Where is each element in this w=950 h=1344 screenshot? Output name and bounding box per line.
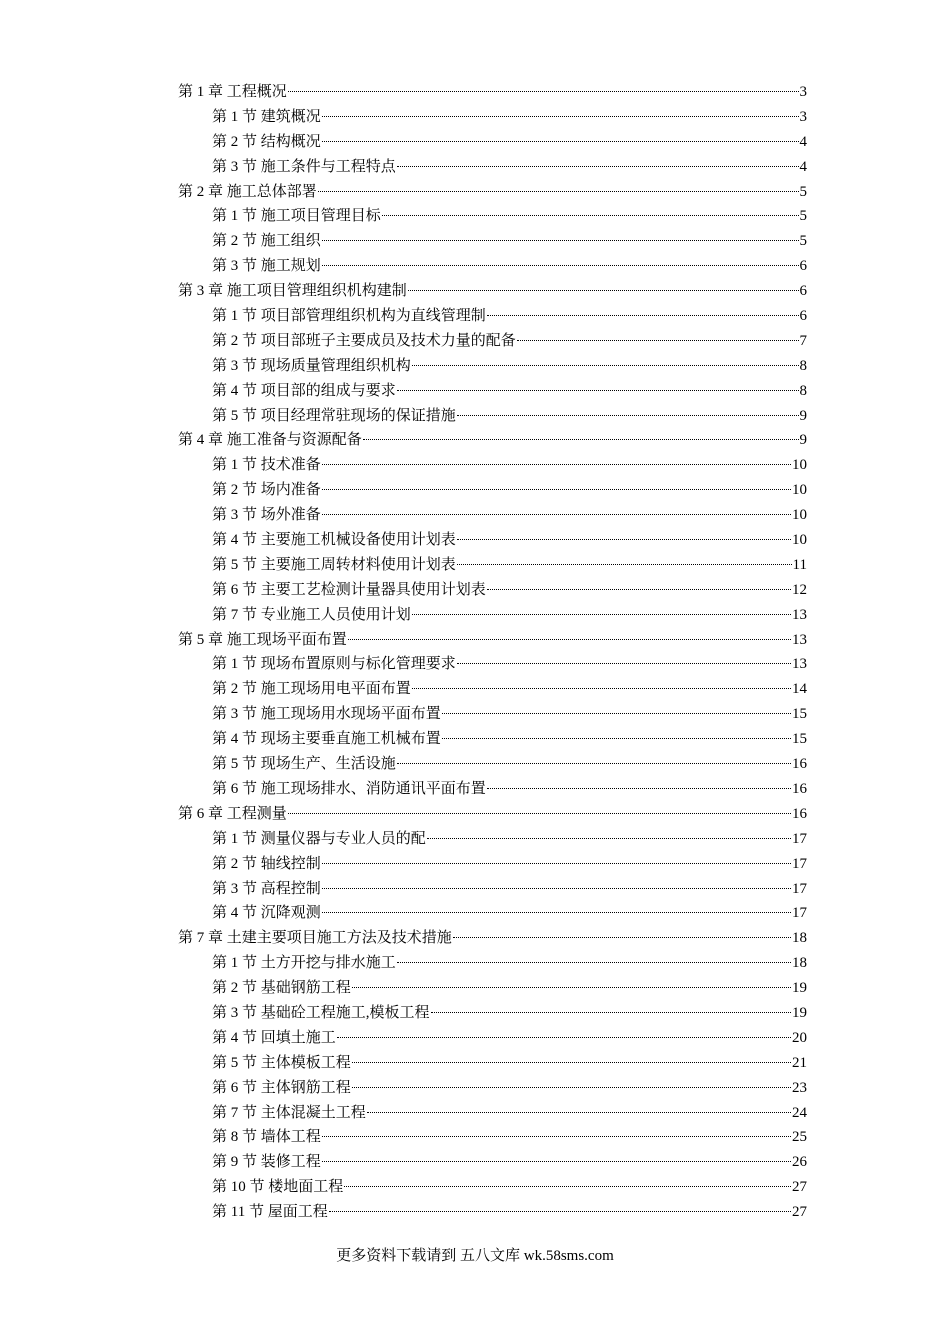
toc-section-entry[interactable] xyxy=(178,852,807,877)
toc-section-entry[interactable] xyxy=(178,827,807,852)
toc-entry-label: 第 2 节 场内准备 xyxy=(212,482,321,499)
toc-page-number: 10 xyxy=(792,532,807,549)
toc-dot-leader xyxy=(397,390,799,391)
toc-section-entry[interactable] xyxy=(178,503,807,528)
toc-dot-leader xyxy=(288,813,791,814)
toc-section-entry[interactable] xyxy=(178,1175,807,1200)
toc-section-entry[interactable] xyxy=(178,354,807,379)
toc-entry-label: 第 6 章 工程测量 xyxy=(178,805,287,822)
toc-page-number: 4 xyxy=(799,158,807,175)
toc-entry-label: 第 5 节 现场生产、生活设施 xyxy=(212,756,396,773)
toc-section-entry[interactable] xyxy=(178,901,807,926)
toc-dot-leader xyxy=(397,763,791,764)
toc-section-entry[interactable] xyxy=(178,603,807,628)
toc-entry-label: 第 4 节 现场主要垂直施工机械布置 xyxy=(212,731,441,748)
toc-chapter-entry[interactable] xyxy=(178,628,807,653)
toc-section-entry[interactable] xyxy=(178,777,807,802)
toc-dot-leader xyxy=(412,688,791,689)
toc-section-entry[interactable] xyxy=(178,677,807,702)
toc-entry-label: 第 1 节 测量仪器与专业人员的配 xyxy=(212,830,426,847)
toc-entry-label: 第 6 节 主体钢筋工程 xyxy=(212,1079,351,1096)
toc-dot-leader xyxy=(457,539,791,540)
toc-dot-leader xyxy=(322,464,791,465)
toc-page-number: 10 xyxy=(792,457,807,474)
toc-page-number: 18 xyxy=(792,955,807,972)
toc-entry-label: 第 6 节 主要工艺检测计量器具使用计划表 xyxy=(212,581,486,598)
toc-page-number: 17 xyxy=(792,905,807,922)
toc-dot-leader xyxy=(322,265,799,266)
toc-entry-label: 第 4 节 沉降观测 xyxy=(212,905,321,922)
table-of-contents xyxy=(178,80,807,1225)
toc-page-number: 3 xyxy=(799,108,807,125)
toc-page-number: 15 xyxy=(792,706,807,723)
toc-page-number: 13 xyxy=(792,656,807,673)
toc-entry-label: 第 4 章 施工准备与资源配备 xyxy=(178,432,362,449)
toc-page-number: 10 xyxy=(792,507,807,524)
toc-page-number: 24 xyxy=(792,1104,807,1121)
toc-page-number: 9 xyxy=(799,407,807,424)
toc-section-entry[interactable] xyxy=(178,229,807,254)
toc-page-number: 14 xyxy=(792,681,807,698)
toc-section-entry[interactable] xyxy=(178,329,807,354)
toc-entry-label: 第 9 节 装修工程 xyxy=(212,1154,321,1171)
toc-entry-label: 第 1 节 项目部管理组织机构为直线管理制 xyxy=(212,308,486,325)
toc-dot-leader xyxy=(322,489,791,490)
toc-section-entry[interactable] xyxy=(178,1026,807,1051)
toc-section-entry[interactable] xyxy=(178,1001,807,1026)
toc-page-number: 21 xyxy=(792,1054,807,1071)
toc-entry-label: 第 3 节 施工条件与工程特点 xyxy=(212,158,396,175)
toc-entry-label: 第 2 节 项目部班子主要成员及技术力量的配备 xyxy=(212,332,516,349)
toc-section-entry[interactable] xyxy=(178,105,807,130)
toc-dot-leader xyxy=(352,1087,791,1088)
toc-section-entry[interactable] xyxy=(178,1051,807,1076)
toc-dot-leader xyxy=(344,1186,791,1187)
toc-dot-leader xyxy=(453,937,791,938)
toc-entry-label: 第 1 节 技术准备 xyxy=(212,457,321,474)
toc-entry-label: 第 2 节 施工现场用电平面布置 xyxy=(212,681,411,698)
toc-section-entry[interactable] xyxy=(178,1125,807,1150)
toc-section-entry[interactable] xyxy=(178,578,807,603)
toc-entry-label: 第 5 章 施工现场平面布置 xyxy=(178,631,347,648)
toc-section-entry[interactable] xyxy=(178,404,807,429)
toc-entry-label: 第 4 节 项目部的组成与要求 xyxy=(212,382,396,399)
toc-dot-leader xyxy=(457,663,791,664)
toc-entry-label: 第 3 节 场外准备 xyxy=(212,507,321,524)
toc-page-number: 18 xyxy=(792,930,807,947)
toc-dot-leader xyxy=(352,1062,791,1063)
toc-chapter-entry[interactable] xyxy=(178,180,807,205)
toc-page-number: 13 xyxy=(792,606,807,623)
toc-section-entry[interactable] xyxy=(178,155,807,180)
toc-section-entry[interactable] xyxy=(178,379,807,404)
toc-dot-leader xyxy=(397,166,799,167)
toc-page-number: 12 xyxy=(792,581,807,598)
toc-dot-leader xyxy=(329,1211,791,1212)
toc-section-entry[interactable] xyxy=(178,1200,807,1225)
toc-section-entry[interactable] xyxy=(178,877,807,902)
toc-entry-label: 第 3 节 基础砼工程施工,模板工程 xyxy=(212,1004,430,1021)
toc-entry-label: 第 3 节 施工规划 xyxy=(212,258,321,275)
toc-dot-leader xyxy=(412,365,799,366)
toc-page-number: 5 xyxy=(799,233,807,250)
toc-dot-leader xyxy=(367,1112,791,1113)
toc-dot-leader xyxy=(352,987,791,988)
toc-page-number: 17 xyxy=(792,880,807,897)
toc-dot-leader xyxy=(322,514,791,515)
toc-section-entry[interactable] xyxy=(178,453,807,478)
toc-entry-label: 第 1 节 土方开挖与排水施工 xyxy=(212,955,396,972)
toc-entry-label: 第 3 章 施工项目管理组织机构建制 xyxy=(178,283,407,300)
toc-entry-label: 第 2 节 施工组织 xyxy=(212,233,321,250)
toc-page-number: 17 xyxy=(792,855,807,872)
toc-dot-leader xyxy=(487,315,799,316)
toc-section-entry[interactable] xyxy=(178,752,807,777)
toc-entry-label: 第 1 节 施工项目管理目标 xyxy=(212,208,381,225)
toc-entry-label: 第 2 节 结构概况 xyxy=(212,133,321,150)
toc-page-number: 8 xyxy=(799,357,807,374)
toc-page-number: 23 xyxy=(792,1079,807,1096)
toc-entry-label: 第 7 节 专业施工人员使用计划 xyxy=(212,606,411,623)
toc-page-number: 16 xyxy=(792,756,807,773)
toc-section-entry[interactable] xyxy=(178,254,807,279)
toc-page-number: 20 xyxy=(792,1029,807,1046)
toc-dot-leader xyxy=(517,340,799,341)
toc-page-number: 19 xyxy=(792,980,807,997)
toc-dot-leader xyxy=(322,1161,791,1162)
toc-section-entry[interactable] xyxy=(178,702,807,727)
toc-entry-label: 第 2 节 轴线控制 xyxy=(212,855,321,872)
toc-entry-label: 第 5 节 主要施工周转材料使用计划表 xyxy=(212,556,456,573)
toc-page-number: 13 xyxy=(792,631,807,648)
toc-dot-leader xyxy=(487,589,791,590)
toc-entry-label: 第 2 章 施工总体部署 xyxy=(178,183,317,200)
toc-page-number: 4 xyxy=(799,133,807,150)
toc-dot-leader xyxy=(427,838,791,839)
toc-page-number: 10 xyxy=(792,482,807,499)
toc-entry-label: 第 7 节 主体混凝土工程 xyxy=(212,1104,366,1121)
toc-page-number: 27 xyxy=(792,1204,807,1221)
toc-dot-leader xyxy=(442,738,791,739)
toc-dot-leader xyxy=(322,141,799,142)
page-footer: 更多资料下载请到 五八文库 wk.58sms.com xyxy=(336,1248,614,1264)
toc-page-number: 7 xyxy=(799,332,807,349)
toc-chapter-entry[interactable] xyxy=(178,428,807,453)
toc-dot-leader xyxy=(442,713,791,714)
toc-page-number: 5 xyxy=(799,183,807,200)
toc-page-number: 5 xyxy=(799,208,807,225)
toc-section-entry[interactable] xyxy=(178,304,807,329)
toc-page-number: 19 xyxy=(792,1004,807,1021)
toc-entry-label: 第 4 节 主要施工机械设备使用计划表 xyxy=(212,532,456,549)
toc-dot-leader xyxy=(337,1037,791,1038)
toc-dot-leader xyxy=(322,888,791,889)
toc-entry-label: 第 8 节 墙体工程 xyxy=(212,1129,321,1146)
toc-page-number: 11 xyxy=(792,556,807,573)
toc-entry-label: 第 3 节 施工现场用水现场平面布置 xyxy=(212,706,441,723)
toc-dot-leader xyxy=(322,1136,791,1137)
toc-entry-label: 第 11 节 屋面工程 xyxy=(212,1204,328,1221)
toc-section-entry[interactable] xyxy=(178,652,807,677)
toc-entry-label: 第 4 节 回填土施工 xyxy=(212,1029,336,1046)
toc-dot-leader xyxy=(487,788,791,789)
toc-dot-leader xyxy=(397,962,791,963)
toc-entry-label: 第 1 章 工程概况 xyxy=(178,84,287,100)
toc-section-entry[interactable] xyxy=(178,553,807,578)
toc-dot-leader xyxy=(288,91,799,92)
toc-entry-label: 第 3 节 高程控制 xyxy=(212,880,321,897)
toc-entry-label: 第 10 节 楼地面工程 xyxy=(212,1179,344,1196)
toc-page-number: 6 xyxy=(799,283,807,300)
toc-page-number: 6 xyxy=(799,258,807,275)
toc-section-entry[interactable] xyxy=(178,951,807,976)
toc-dot-leader xyxy=(322,863,791,864)
toc-entry-label: 第 7 章 土建主要项目施工方法及技术措施 xyxy=(178,930,452,947)
toc-page-number: 16 xyxy=(792,805,807,822)
toc-dot-leader xyxy=(348,639,791,640)
toc-page-number: 17 xyxy=(792,830,807,847)
toc-section-entry[interactable] xyxy=(178,1150,807,1175)
toc-dot-leader xyxy=(322,116,799,117)
toc-dot-leader xyxy=(322,240,799,241)
toc-entry-label: 第 2 节 基础钢筋工程 xyxy=(212,980,351,997)
toc-page-number: 9 xyxy=(799,432,807,449)
toc-dot-leader xyxy=(322,912,791,913)
toc-section-entry[interactable] xyxy=(178,1101,807,1126)
toc-dot-leader xyxy=(408,290,799,291)
toc-dot-leader xyxy=(412,614,791,615)
toc-chapter-entry[interactable] xyxy=(178,80,807,105)
toc-page-number: 15 xyxy=(792,731,807,748)
toc-section-entry[interactable] xyxy=(178,204,807,229)
toc-section-entry[interactable] xyxy=(178,1076,807,1101)
toc-entry-label: 第 1 节 建筑概况 xyxy=(212,108,321,125)
toc-dot-leader xyxy=(431,1012,791,1013)
toc-dot-leader xyxy=(457,415,799,416)
toc-page-number: 8 xyxy=(799,382,807,399)
toc-section-entry[interactable] xyxy=(178,976,807,1001)
toc-page-number: 25 xyxy=(792,1129,807,1146)
toc-dot-leader xyxy=(318,191,799,192)
toc-section-entry[interactable] xyxy=(178,478,807,503)
toc-dot-leader xyxy=(382,215,799,216)
toc-section-entry[interactable] xyxy=(178,130,807,155)
toc-dot-leader xyxy=(457,564,792,565)
toc-chapter-entry[interactable] xyxy=(178,802,807,827)
toc-chapter-entry[interactable] xyxy=(178,279,807,304)
toc-entry-label: 第 3 节 现场质量管理组织机构 xyxy=(212,357,411,374)
toc-page-number: 27 xyxy=(792,1179,807,1196)
toc-page-number: 3 xyxy=(799,84,807,100)
toc-entry-label: 第 6 节 施工现场排水、消防通讯平面布置 xyxy=(212,780,486,797)
toc-entry-label: 第 5 节 项目经理常驻现场的保证措施 xyxy=(212,407,456,424)
toc-section-entry[interactable] xyxy=(178,528,807,553)
toc-page-number: 26 xyxy=(792,1154,807,1171)
toc-section-entry[interactable] xyxy=(178,727,807,752)
toc-chapter-entry[interactable] xyxy=(178,926,807,951)
toc-entry-label: 第 5 节 主体模板工程 xyxy=(212,1054,351,1071)
toc-entry-label: 第 1 节 现场布置原则与标化管理要求 xyxy=(212,656,456,673)
toc-page-number: 6 xyxy=(799,308,807,325)
toc-dot-leader xyxy=(363,439,799,440)
toc-page-number: 16 xyxy=(792,780,807,797)
